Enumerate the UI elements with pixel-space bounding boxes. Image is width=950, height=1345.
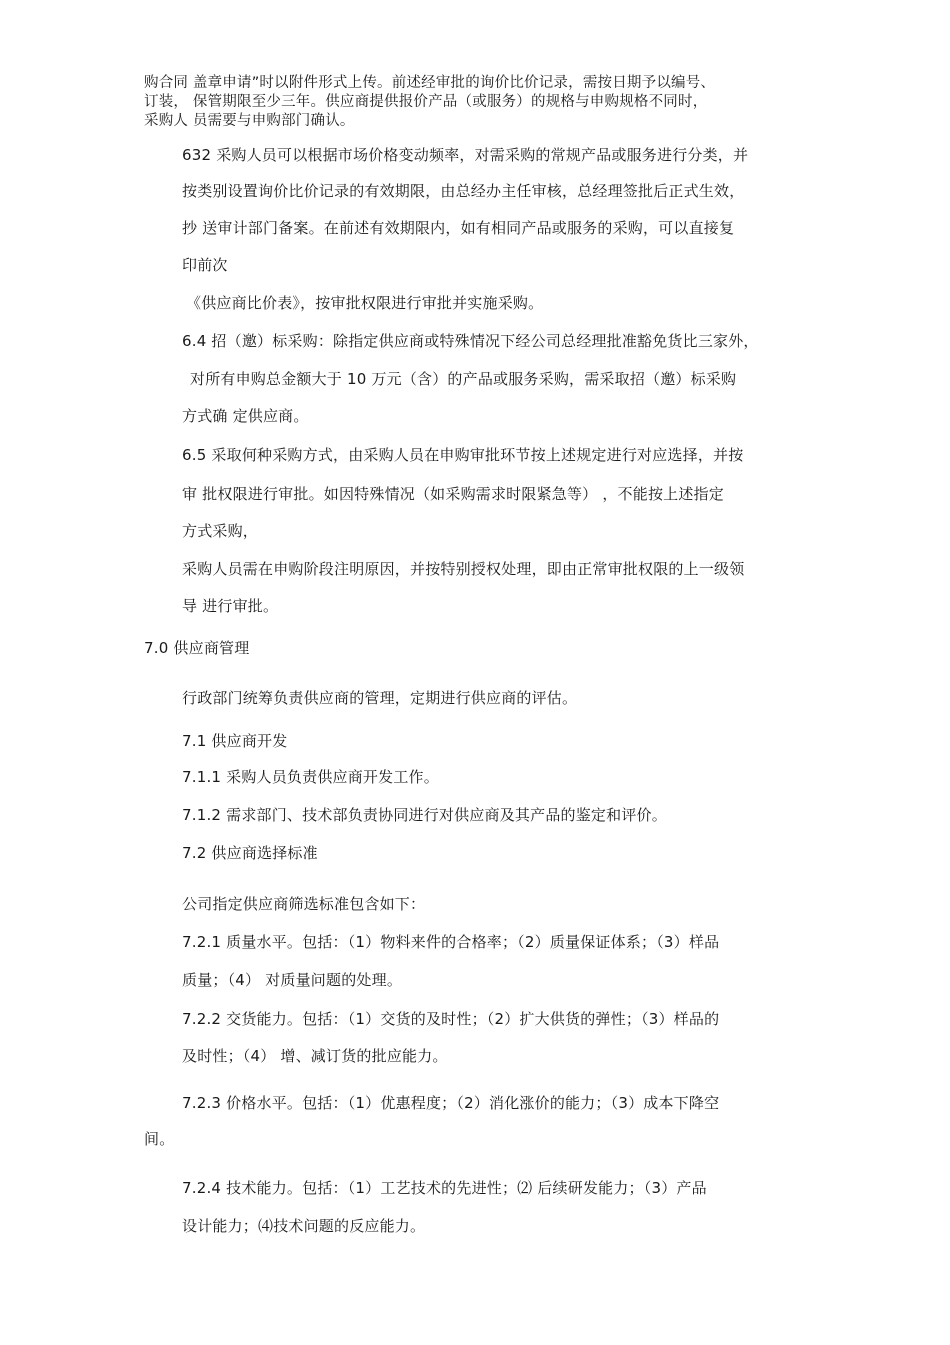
text-line: 采购人员需在申购阶段注明原因，并按特别授权处理，即由正常审批权限的上一级领 [182, 560, 745, 578]
text-line: 对所有申购总金额大于 10 万元（含）的产品或服务采购，需采取招（邀）标采购 [190, 370, 737, 388]
text-line: 方式采购， [182, 522, 259, 540]
text-line: 采购人 员需要与申购部门确认。 [144, 113, 355, 129]
text-line: 导 进行审批。 [182, 597, 279, 615]
section-heading: 7.1 供应商开发 [182, 732, 288, 750]
text-line: 7.1.1 采购人员负责供应商开发工作。 [182, 768, 439, 786]
text-line: 行政部门统筹负责供应商的管理，定期进行供应商的评估。 [182, 689, 578, 707]
text-line: 7.2.2 交货能力。包括：（1）交货的及时性；（2）扩大供货的弹性；（3）样品的 [182, 1010, 720, 1028]
text-line: 《供应商比价表》，按审批权限进行审批并实施采购。 [186, 294, 544, 312]
text-line: 抄 送审计部门备案。在前述有效期限内，如有相同产品或服务的采购，可以直接复 [182, 219, 735, 237]
text-line: 632 采购人员可以根据市场价格变动频率，对需采购的常规产品或服务进行分类，并 [182, 146, 749, 164]
text-line: 6.5 采取何种采购方式，由采购人员在申购审批环节按上述规定进行对应选择，并按 [182, 446, 744, 464]
text-line: 7.2.3 价格水平。包括：（1）优惠程度；（2）消化涨价的能力；（3）成本下降空 [182, 1094, 720, 1112]
text-line: 7.2.1 质量水平。包括：（1）物料来件的合格率；（2）质量保证体系；（3）样品 [182, 933, 720, 951]
text-line: 7.1.2 需求部门、技术部负责协同进行对供应商及其产品的鉴定和评价。 [182, 806, 667, 824]
text-line: 公司指定供应商筛选标准包含如下： [182, 895, 426, 913]
text-line: 按类别设置询价比价记录的有效期限，由总经办主任审核，总经理签批后正式生效， [182, 182, 745, 200]
section-heading: 7.2 供应商选择标准 [182, 844, 318, 862]
text-line: 印前次 [182, 256, 228, 274]
text-line: 设计能力；⑷技术问题的反应能力。 [182, 1217, 426, 1235]
text-line: 购合同 盖章申请”时以附件形式上传。前述经审批的询价比价记录，需按日期予以编号、 [144, 75, 716, 91]
section-heading: 7.0 供应商管理 [144, 639, 250, 657]
text-line: 审 批权限进行审批。如因特殊情况（如采购需求时限紧急等） ，不能按上述指定 [182, 485, 724, 503]
text-line: 7.2.4 技术能力。包括：（1）工艺技术的先进性；⑵ 后续研发能力；（3）产品 [182, 1179, 707, 1197]
text-line: 方式确 定供应商。 [182, 407, 309, 425]
text-line: 及时性；（4） 增、减订货的批应能力。 [182, 1047, 448, 1065]
text-line: 6.4 招（邀）标采购：除指定供应商或特殊情况下经公司总经理批准豁免货比三家外， [182, 332, 759, 350]
text-line: 订装， 保管期限至少三年。供应商提供报价产品（或服务）的规格与申购规格不同时， [144, 94, 708, 110]
text-line: 质量；（4） 对质量问题的处理。 [182, 971, 403, 989]
text-line: 间。 [144, 1130, 175, 1148]
